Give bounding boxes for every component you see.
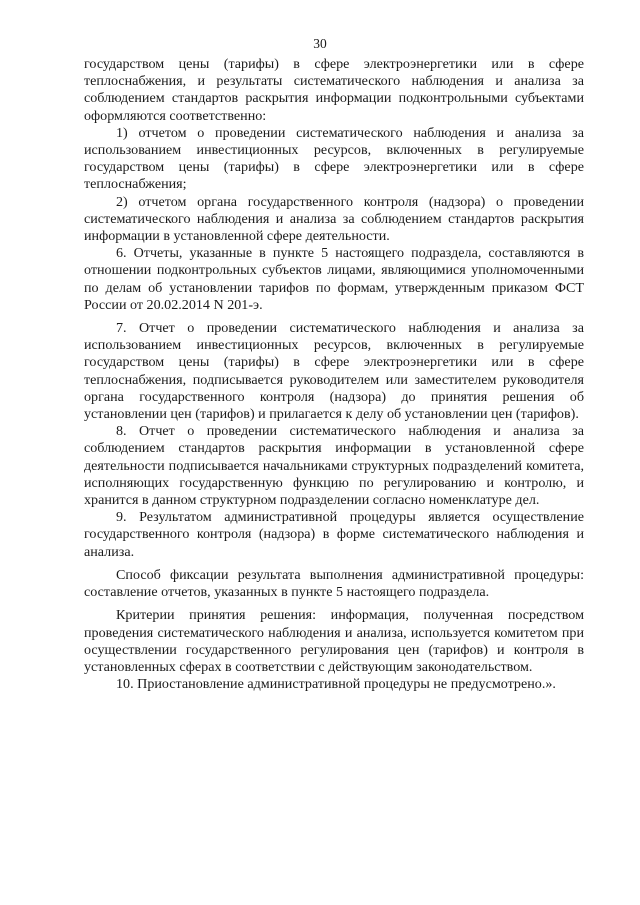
paragraph-item-2: 2) отчетом органа государственного контроля (надзора) о проведении систематического наблюдения и анализа за соблюдением стандартов раскрытия информации в установленной сфере деятельности. [84, 193, 584, 245]
paragraph-9: 9. Результатом административной процедуры является осуществление государственного контроля (надзора) в форме систематического наблюдения и анализа. [84, 509, 584, 560]
paragraph-10: 10. Приостановление административной процедуры не предусмотрено.». [116, 676, 556, 693]
paragraph-8: 8. Отчет о проведении систематического наблюдения и анализа за соблюдением стандартов раскрытия информации в установленной сфере деятельности подписывается начальниками структурных подразделений комитета, исполняющих государственную функцию по регулированию и контролю, и хранится в данном структурном подразделении согласно номенклатуре дел. [84, 423, 584, 509]
paragraph-continuation: государством цены (тарифы) в сфере электроэнергетики или в сфере теплоснабжения, и результаты систематического наблюдения и анализа за соблюдением стандартов раскрытия информации подконтрольными субъектами оформляются соответственно: [84, 56, 584, 124]
paragraph-6: 6. Отчеты, указанные в пункте 5 настоящего подраздела, составляются в отношении подконтрольных субъектов лицами, являющимися уполномоченными по делам об установлении тарифов по формам, утвержденным приказом ФСТ России от 20.02.2014 N 201-э. [84, 245, 584, 313]
document-body [84, 56, 584, 693]
page-number: 30 [313, 36, 327, 51]
paragraph-fixation-method: Способ фиксации результата выполнения административной процедуры: составление отчетов, указанных в пункте 5 настоящего подраздела. [84, 566, 584, 601]
paragraph-7: 7. Отчет о проведении систематического наблюдения и анализа за использованием инвестиционных ресурсов, включенных в регулируемые государством цены (тарифы) в сфере электроэнергетики или в сфере теплоснабжения, подписывается руководителем или заместителем руководителя органа государственного контроля (надзора) до принятия решения об установлении цен (тарифов) и прилагается к делу об установлении цен (тарифов). [84, 320, 584, 423]
paragraph-item-1: 1) отчетом о проведении систематического наблюдения и анализа за использованием инвестиционных ресурсов, включенных в регулируемые государством цены (тарифы) в сфере электроэнергетики или в сфере теплоснабжения; [84, 124, 584, 193]
paragraph-decision-criteria: Критерии принятия решения: информация, полученная посредством проведения систематического наблюдения и анализа, используется комитетом при осуществлении государственного регулирования цен (тарифов) и контроля в установленных сферах в соответствии с действующим законодательством. [84, 607, 584, 675]
